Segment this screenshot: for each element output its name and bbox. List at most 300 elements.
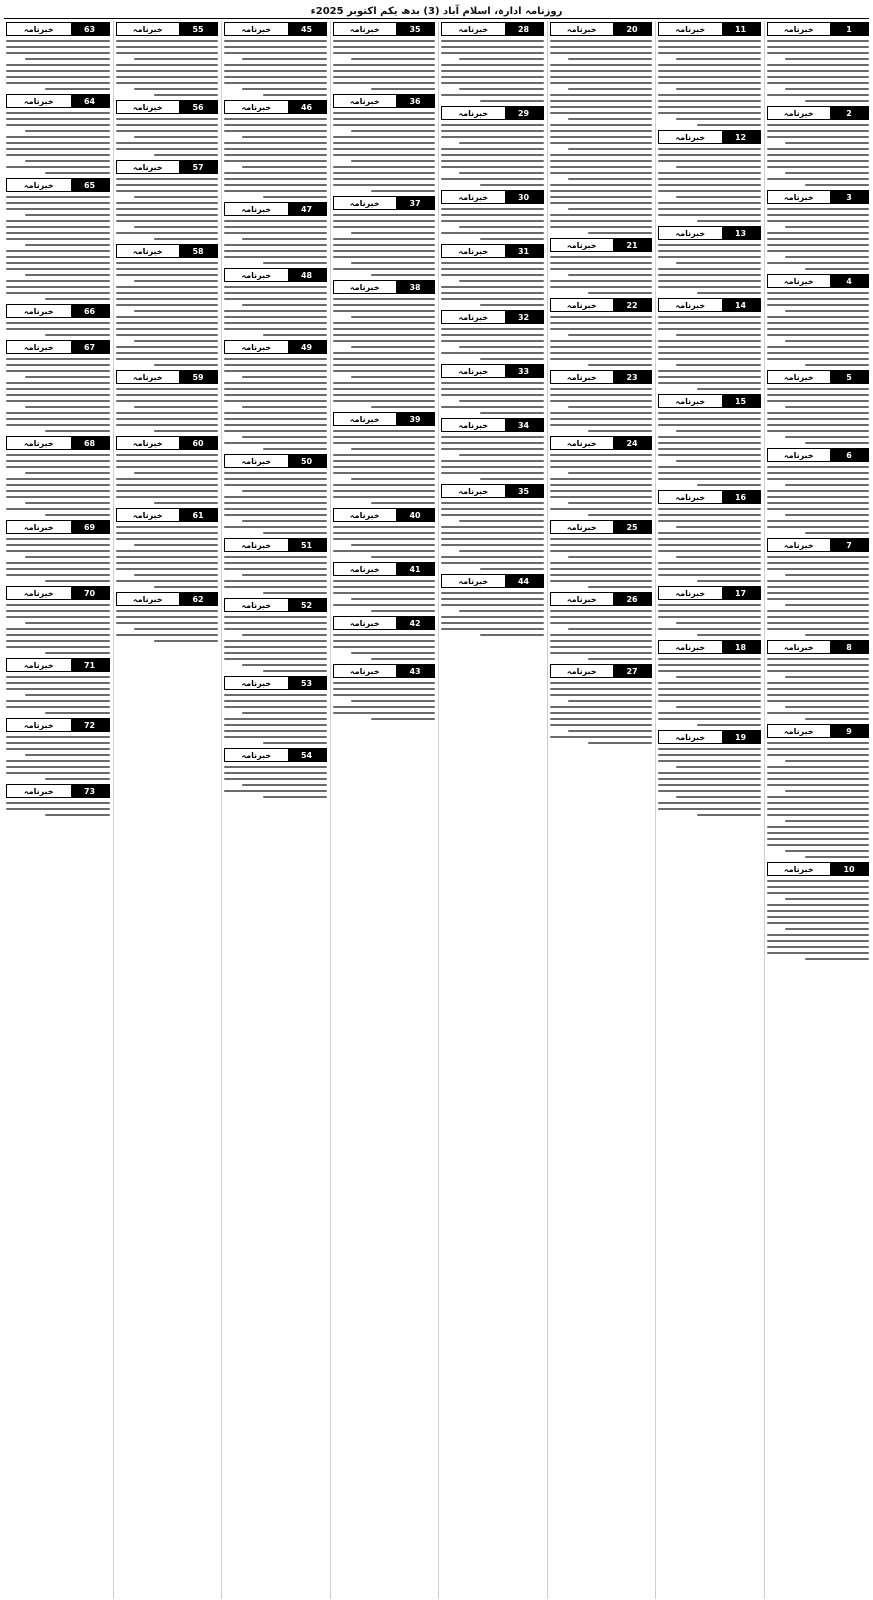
news-item [116,159,219,240]
news-item-header [441,364,544,378]
item-number: 44 [505,575,543,587]
text-line [550,640,653,642]
text-line [224,514,327,516]
text-line [224,250,327,252]
text-line [154,238,218,240]
text-line [767,796,870,798]
item-number: 58 [179,245,217,257]
news-item-header [6,436,110,450]
text-line [116,46,219,48]
news-item-header [550,664,653,678]
text-line [154,586,218,588]
text-line [224,658,327,660]
item-number: 13 [722,227,760,239]
text-line [550,394,653,396]
text-line [550,724,653,726]
text-line [6,706,110,708]
news-item-body [550,538,653,588]
text-line [767,346,870,348]
news-item-body [441,262,544,306]
section-label: خبرنامہ [768,371,831,383]
text-line [6,466,110,468]
text-line [224,118,327,120]
news-item-header [6,586,110,600]
text-line [116,400,219,402]
news-item-body [767,658,870,720]
text-line [224,172,327,174]
news-item [6,21,110,90]
text-line [441,340,544,342]
section-label: خبرنامہ [7,719,71,731]
text-line [224,472,327,474]
text-line [333,370,436,372]
text-line [658,418,761,420]
news-item-header [658,130,761,144]
text-line [441,628,544,630]
news-item [116,435,219,504]
text-line [568,88,652,90]
text-line [6,610,110,612]
text-line [658,538,761,540]
text-line [116,232,219,234]
text-line [116,328,219,330]
text-line [45,172,109,174]
text-line [333,364,436,366]
text-line [805,856,869,858]
text-line [351,58,435,60]
text-line [224,130,327,132]
text-line [6,808,110,810]
news-item [550,663,653,744]
text-line [441,64,544,66]
text-line [568,274,652,276]
text-line [224,442,327,444]
text-line [480,478,544,480]
text-line [224,508,327,510]
news-item [224,453,327,534]
text-line [6,76,110,78]
text-line [658,208,761,210]
text-line [676,430,760,432]
text-line [658,532,761,534]
text-line [550,76,653,78]
text-line [459,58,543,60]
text-line [767,502,870,504]
item-number: 36 [396,95,434,107]
text-line [333,532,436,534]
text-line [658,772,761,774]
news-item-body [116,118,219,156]
item-number: 48 [288,269,326,281]
news-item [441,483,544,570]
text-line [6,676,110,678]
news-item-body [224,766,327,798]
item-number: 57 [179,161,217,173]
text-line [767,754,870,756]
text-line [6,52,110,54]
text-line [333,70,436,72]
text-line [25,274,110,276]
text-line [263,334,327,336]
text-line [6,418,110,420]
news-item-body [224,40,327,96]
news-item-header [767,724,870,738]
text-line [550,316,653,318]
text-line [224,52,327,54]
text-line [333,430,436,432]
text-line [550,184,653,186]
text-line [441,136,544,138]
text-line [676,622,760,624]
text-line [224,220,327,222]
news-item-body [6,358,110,432]
text-line [767,400,870,402]
text-line [767,598,870,600]
text-line [441,148,544,150]
text-line [767,778,870,780]
news-item [116,99,219,156]
news-item-body [333,580,436,612]
text-line [658,574,761,576]
text-line [333,184,436,186]
news-item-header [333,196,436,210]
section-label: خبرنامہ [659,299,722,311]
text-line [263,796,327,798]
text-line [333,706,436,708]
text-line [441,52,544,54]
news-item [6,717,110,780]
text-line [6,424,110,426]
news-item-body [6,112,110,174]
section-label: خبرنامہ [117,161,180,173]
text-line [6,640,110,642]
text-line [658,280,761,282]
section-label: خبرنامہ [442,311,505,323]
text-line [568,556,652,558]
news-item [116,243,219,366]
text-line [333,40,436,42]
text-line [333,82,436,84]
news-item-header [658,730,761,744]
news-item-header [224,538,327,552]
news-item [658,129,761,222]
text-line [224,184,327,186]
item-number: 10 [830,863,868,875]
text-line [6,454,110,456]
news-item [767,861,870,960]
text-line [568,502,652,504]
news-item-body [116,262,219,366]
text-line [767,922,870,924]
item-number: 23 [613,371,651,383]
news-item-header [6,784,110,798]
text-line [676,460,760,462]
news-column [4,21,110,1599]
text-line [116,214,219,216]
text-line [658,682,761,684]
text-line [658,628,761,630]
news-item [441,243,544,306]
text-line [441,538,544,540]
text-line [459,172,543,174]
text-line [116,208,219,210]
text-line [568,208,652,210]
text-line [224,298,327,300]
text-line [805,100,869,102]
news-item-header [116,508,219,522]
text-line [658,160,761,162]
section-label: خبرنامہ [551,299,614,311]
text-line [767,562,870,564]
text-line [224,364,327,366]
text-line [658,568,761,570]
text-line [767,466,870,468]
text-line [459,280,543,282]
section-label: خبرنامہ [768,275,831,287]
news-item-header [333,508,436,522]
text-line [767,178,870,180]
text-line [116,526,219,528]
text-line [785,340,869,342]
news-item [333,279,436,408]
text-line [658,712,761,714]
text-line [767,148,870,150]
section-label: خبرنامہ [551,665,614,677]
section-label: خبرنامہ [7,95,71,107]
text-line [676,556,760,558]
text-line [333,238,436,240]
news-item-body [333,430,436,504]
section-label: خبرنامہ [117,509,180,521]
text-line [333,244,436,246]
text-line [658,718,761,720]
news-item-header [441,106,544,120]
text-line [550,400,653,402]
item-number: 33 [505,365,543,377]
item-number: 73 [71,785,109,797]
section-label: خبرنامہ [334,95,397,107]
text-line [658,322,761,324]
text-line [658,784,761,786]
text-line [6,544,110,546]
text-line [658,316,761,318]
text-line [351,130,435,132]
text-line [568,406,652,408]
news-item [224,747,327,798]
text-line [263,448,327,450]
text-line [767,814,870,816]
text-line [658,664,761,666]
text-line [25,58,110,60]
text-line [441,46,544,48]
text-line [441,448,544,450]
text-line [351,316,435,318]
text-line [785,850,869,852]
section-label: خبرنامہ [225,677,288,689]
text-line [697,220,761,222]
text-line [767,40,870,42]
news-item [224,537,327,594]
news-item-body [224,556,327,594]
text-line [224,496,327,498]
text-line [154,154,218,156]
news-item [658,297,761,390]
text-line [767,886,870,888]
text-line [550,52,653,54]
item-number: 71 [71,659,109,671]
item-number: 42 [396,617,434,629]
news-column [330,21,436,1599]
text-line [550,706,653,708]
text-line [134,58,218,60]
news-item [550,237,653,294]
text-line [224,292,327,294]
text-line [6,490,110,492]
news-item [441,363,544,414]
text-line [224,190,327,192]
news-item-header [658,490,761,504]
text-line [568,118,652,120]
text-line [785,706,869,708]
item-number: 31 [505,245,543,257]
text-line [550,622,653,624]
news-item [6,339,110,432]
text-line [242,406,326,408]
text-line [767,292,870,294]
text-line [6,232,110,234]
text-line [6,688,110,690]
text-line [224,322,327,324]
news-item-body [441,592,544,636]
text-line [116,76,219,78]
item-number: 15 [722,395,760,407]
section-label: خبرنامہ [551,371,614,383]
text-line [658,274,761,276]
text-line [767,610,870,612]
text-line [6,802,110,804]
text-line [550,112,653,114]
text-line [658,790,761,792]
text-line [550,106,653,108]
text-line [767,472,870,474]
text-line [333,526,436,528]
news-item-body [767,880,870,960]
text-line [263,742,327,744]
text-line [658,442,761,444]
text-line [116,298,219,300]
text-line [6,616,110,618]
section-label: خبرنامہ [225,341,288,353]
text-line [441,460,544,462]
news-item-body [658,748,761,816]
news-item-header [550,238,653,252]
text-line [116,64,219,66]
news-item-body [333,112,436,192]
text-line [224,640,327,642]
news-item-header [224,676,327,690]
text-line [116,82,219,84]
text-line [658,370,761,372]
text-line [767,418,870,420]
text-line [6,742,110,744]
item-number: 72 [71,719,109,731]
text-line [441,622,544,624]
text-line [333,322,436,324]
text-line [333,268,436,270]
news-item [224,201,327,264]
text-line [658,610,761,612]
text-line [263,196,327,198]
news-item-body [116,526,219,588]
text-line [480,568,544,570]
news-item [6,435,110,516]
text-line [351,160,435,162]
text-line [658,184,761,186]
text-line [785,898,869,900]
text-line [6,496,110,498]
news-item-body [767,124,870,186]
text-line [333,304,436,306]
text-line [767,670,870,672]
text-line [767,580,870,582]
text-line [333,694,436,696]
text-line [116,460,219,462]
text-line [6,628,110,630]
text-line [588,514,652,516]
text-line [6,460,110,462]
text-line [480,304,544,306]
news-item [441,573,544,636]
news-item-body [6,196,110,300]
text-line [6,568,110,570]
news-item-header [333,22,436,36]
item-number: 56 [179,101,217,113]
text-line [242,238,326,240]
news-item-header [224,268,327,282]
text-line [371,658,435,660]
text-line [116,334,219,336]
text-line [224,568,327,570]
text-line [550,412,653,414]
text-line [459,400,543,402]
text-line [224,700,327,702]
text-line [333,310,436,312]
item-number: 1 [830,23,868,35]
text-line [459,550,543,552]
text-line [242,58,326,60]
item-number: 24 [613,437,651,449]
text-line [785,790,869,792]
text-line [333,166,436,168]
text-line [333,400,436,402]
text-line [441,40,544,42]
text-line [242,664,326,666]
text-line [550,94,653,96]
text-line [767,64,870,66]
text-line [116,124,219,126]
text-line [371,88,435,90]
text-line [441,208,544,210]
text-line [805,532,869,534]
text-line [242,574,326,576]
text-line [116,262,219,264]
text-line [785,604,869,606]
text-line [588,430,652,432]
text-line [6,40,110,42]
section-label: خبرنامہ [225,101,288,113]
text-line [116,550,219,552]
text-line [6,256,110,258]
